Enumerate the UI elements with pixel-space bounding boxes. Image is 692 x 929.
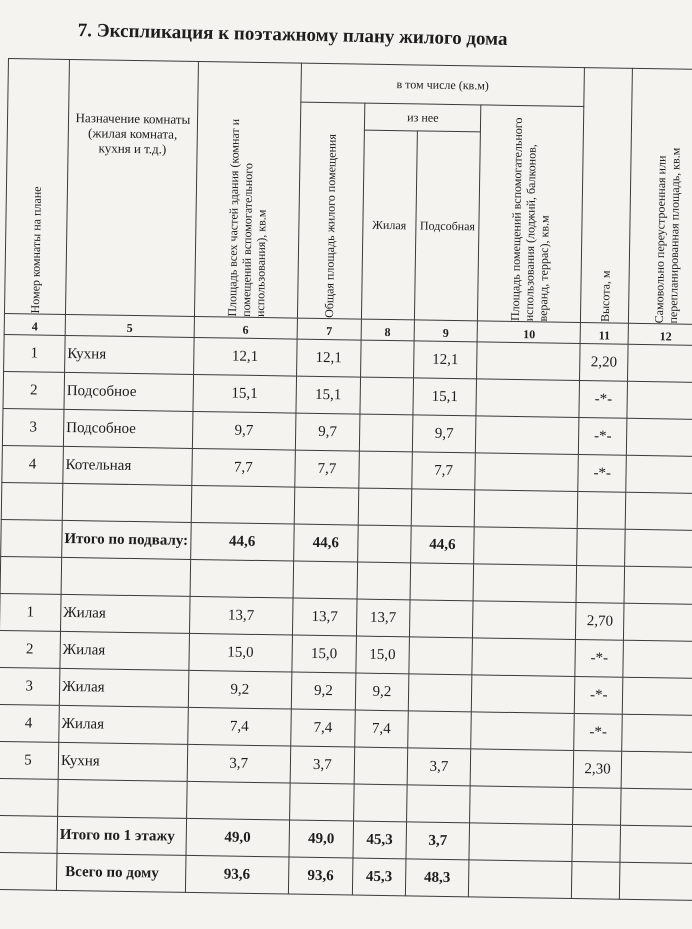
col-index: 7 [297,318,362,340]
aux-area: 7,7 [411,452,475,490]
living-area [361,340,414,378]
height: -*- [574,713,622,751]
other-area [471,712,575,751]
living-area: 15,0 [356,636,409,674]
room-name: Котельная [63,446,192,485]
other-area [472,638,576,677]
header-auxiliary: Подсобная [414,131,481,321]
living-area [354,747,407,785]
common-area: 15,1 [296,376,361,414]
room-number: 1 [0,593,61,631]
common-area: 15,0 [292,635,357,673]
room-number: 4 [0,704,59,742]
room-name: Кухня [65,335,194,374]
total-area: 13,7 [189,596,293,635]
other-area [475,453,579,492]
height: 2,70 [576,602,624,640]
common-area: 13,7 [292,598,357,636]
room-number: 4 [2,445,64,483]
common-area: 93,6 [288,857,353,895]
empty-cell [626,418,692,456]
room-number: 2 [3,371,65,409]
empty-cell [627,381,692,419]
empty-cell [0,852,57,890]
aux-area: 9,7 [412,415,476,453]
room-name: Жилая [59,668,188,707]
other-area [473,601,577,640]
header-row-1 [8,59,692,109]
common-area: 9,2 [291,672,356,710]
other-area [476,379,580,418]
header-group: в том числе (кв.м) [301,63,585,106]
empty-cell [623,640,692,678]
height: 2,30 [574,750,622,788]
explication-table [0,58,692,901]
empty-cell [622,677,692,715]
aux-area [408,674,472,712]
header-subgroup: из нее [364,103,481,132]
room-name: Жилая [60,594,189,633]
common-area: 49,0 [289,820,354,858]
total-area: 15,1 [193,374,297,413]
empty-cell [627,344,692,382]
col-index: 11 [581,323,629,345]
explication-table-wrapper [0,58,692,929]
room-name: Кухня [58,742,187,781]
common-area: 3,7 [290,746,355,784]
aux-area: 3,7 [406,822,470,860]
empty-cell [1,519,63,557]
aux-area [407,711,471,749]
header-unauthorized-area: Самовольно переустроенная или перепланированная площадь, кв.м [628,68,692,324]
aux-area [409,600,473,638]
total-area: 12,1 [193,337,297,376]
room-number: 1 [4,334,66,372]
height: 2,20 [580,344,628,382]
other-area [476,416,580,455]
aux-area: 15,1 [413,378,477,416]
living-area: 13,7 [356,599,409,637]
room-name: Подсобное [63,409,192,448]
other-area [477,342,581,381]
living-area [359,451,412,489]
living-area [359,414,412,452]
room-number: 5 [0,741,59,779]
room-name: Жилая [60,631,189,670]
total-label: Всего по дому [56,853,185,892]
total-area: 93,6 [185,855,289,894]
total-area: 7,7 [192,448,296,487]
empty-cell [622,714,692,752]
header-height: Высота, м [581,68,633,324]
aux-area [409,637,473,675]
empty-cell [623,603,692,641]
empty-cell [0,815,58,853]
empty-cell [621,751,692,789]
living-area [358,525,411,563]
height: -*- [578,455,626,493]
aux-area: 12,1 [413,341,477,379]
col-index: 8 [361,319,414,341]
room-number: 2 [0,630,60,668]
header-room-number: Номер комнаты на плане [4,59,69,315]
total-area: 3,7 [187,744,291,783]
total-area: 15,0 [189,633,293,672]
header-room-purpose: Назначение комнаты (жилая комната, кухня и т.д.) [65,59,198,316]
height: -*- [579,381,627,419]
header-common-area: Общая площадь жилого помещения [297,102,365,319]
aux-area: 48,3 [405,859,469,897]
col-index: 5 [65,314,194,337]
common-area: 7,4 [290,709,355,747]
header-living: Жилая [361,130,417,320]
col-index: 10 [478,321,581,344]
aux-area: 3,7 [407,748,471,786]
living-area: 7,4 [355,710,408,748]
total-area: 7,4 [187,707,291,746]
total-label: Итого по подвалу: [62,520,191,559]
col-index: 6 [194,316,297,339]
aux-area: 44,6 [410,526,474,564]
common-area: 44,6 [293,524,358,562]
height: -*- [579,418,627,456]
common-area: 7,7 [295,450,360,488]
total-label: Итого по 1 этажу [57,816,186,855]
common-area: 12,1 [296,339,361,377]
room-name: Подсобное [64,372,193,411]
room-name: Жилая [59,705,188,744]
height: -*- [575,676,623,714]
room-number: 3 [0,667,60,705]
col-index: 9 [414,320,478,342]
living-area: 45,3 [353,821,406,859]
height: -*- [575,639,623,677]
other-area [472,675,576,714]
living-area: 45,3 [352,858,405,896]
page-title: 7. Экспликация к поэтажному плану жилого дома [77,20,508,50]
common-area: 9,7 [295,413,360,451]
total-area: 9,2 [188,670,292,709]
living-area: 9,2 [355,673,408,711]
header-total-area: Площадь всех частей здания (комнат и помещений вспомогательного использования), кв.м [194,61,301,318]
total-area: 44,6 [190,522,294,561]
empty-cell [626,455,692,493]
header-auxiliary-premises: Площадь помещений вспомогательного использования (лоджий, балконов, веранд, террас), кв.м [478,105,584,323]
col-index: 12 [628,323,692,345]
col-index: 4 [4,313,65,335]
room-number: 3 [2,408,64,446]
other-area [471,749,575,788]
total-area: 49,0 [186,818,290,857]
total-area: 9,7 [192,411,296,450]
living-area [360,377,413,415]
